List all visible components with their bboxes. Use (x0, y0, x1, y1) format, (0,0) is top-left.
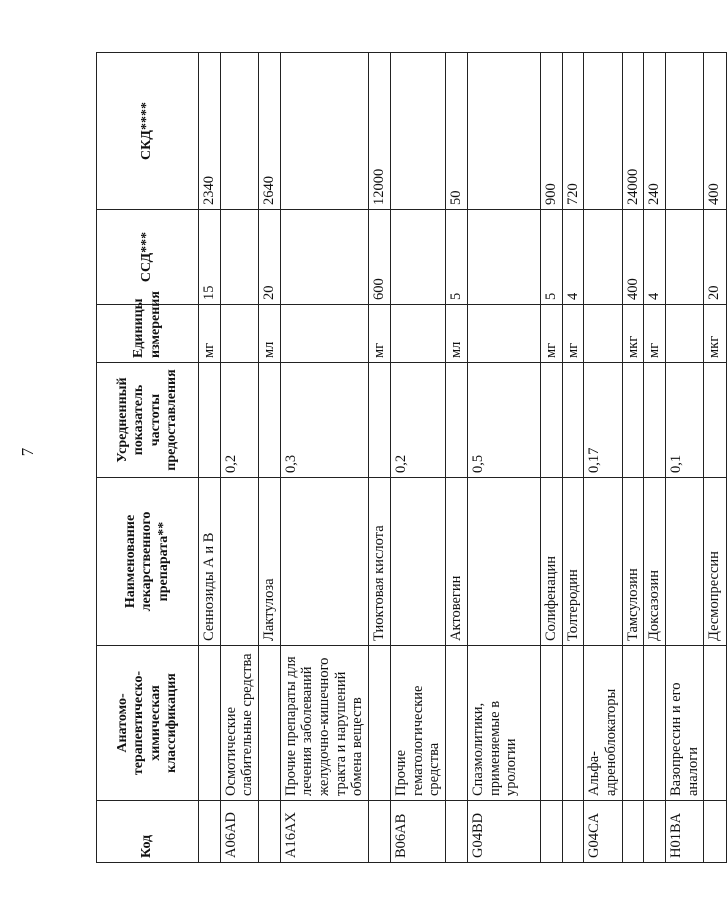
cell-skd (220, 53, 258, 210)
cell-drug (666, 478, 704, 646)
table-row (369, 53, 391, 863)
cell-frequency: 0,17 (584, 363, 622, 478)
header-unit: Единицы измерения (97, 305, 199, 363)
cell-ssd: 15 (199, 210, 221, 305)
cell-unit (391, 305, 446, 363)
cell-atc (622, 646, 644, 801)
table-row (391, 53, 446, 863)
cell-unit (584, 305, 622, 363)
cell-frequency (622, 363, 644, 478)
cell-drug: Лактулоза (259, 478, 281, 646)
cell-unit: мг (644, 305, 666, 363)
cell-code: A16AX (280, 801, 368, 863)
cell-skd: 720 (562, 53, 584, 210)
cell-frequency (199, 363, 221, 478)
cell-code: A06AD (220, 801, 258, 863)
cell-skd (280, 53, 368, 210)
cell-ssd (584, 210, 622, 305)
cell-skd (666, 53, 704, 210)
cell-skd (468, 53, 541, 210)
cell-unit (220, 305, 258, 363)
cell-frequency: 0,2 (220, 363, 258, 478)
cell-unit: мг (199, 305, 221, 363)
cell-ssd: 4 (562, 210, 584, 305)
cell-skd: 50 (446, 53, 468, 210)
cell-frequency: 0,2 (391, 363, 446, 478)
cell-code (562, 801, 584, 863)
cell-frequency (259, 363, 281, 478)
cell-unit: мл (446, 305, 468, 363)
cell-unit: мл (259, 305, 281, 363)
cell-drug: Актовегин (446, 478, 468, 646)
table-row (666, 53, 704, 863)
cell-code (644, 801, 666, 863)
cell-atc (259, 646, 281, 801)
header-skd: СКД**** (97, 53, 199, 210)
table-row (446, 53, 468, 863)
cell-ssd: 20 (704, 210, 727, 305)
page-number: 7 (18, 447, 37, 457)
cell-atc: Прочие препараты для лечения заболеваний желудочно-кишечного тракта и нарушений обмена веществ (280, 646, 368, 801)
cell-ssd: 20 (259, 210, 281, 305)
cell-atc (541, 646, 563, 801)
cell-ssd (220, 210, 258, 305)
cell-drug: Толтеродин (562, 478, 584, 646)
cell-unit (280, 305, 368, 363)
cell-frequency: 0,1 (666, 363, 704, 478)
cell-skd: 240 (644, 53, 666, 210)
cell-atc (644, 646, 666, 801)
cell-code (541, 801, 563, 863)
table-row (259, 53, 281, 863)
cell-frequency (562, 363, 584, 478)
cell-skd: 24000 (622, 53, 644, 210)
table-row (622, 53, 644, 863)
cell-ssd: 5 (541, 210, 563, 305)
cell-ssd: 400 (622, 210, 644, 305)
cell-ssd (468, 210, 541, 305)
cell-unit: мг (541, 305, 563, 363)
cell-drug: Десмопрессин (704, 478, 727, 646)
cell-ssd: 4 (644, 210, 666, 305)
table-row (644, 53, 666, 863)
cell-skd (584, 53, 622, 210)
cell-frequency (446, 363, 468, 478)
header-ssd: ССД*** (97, 210, 199, 305)
cell-frequency: 0,3 (280, 363, 368, 478)
cell-atc: Спазмолитики, применяемые в урологии (468, 646, 541, 801)
cell-skd: 12000 (369, 53, 391, 210)
cell-atc: Альфа-адреноблокаторы (584, 646, 622, 801)
cell-atc (562, 646, 584, 801)
cell-atc (199, 646, 221, 801)
table-row (584, 53, 622, 863)
cell-unit (468, 305, 541, 363)
cell-atc (446, 646, 468, 801)
cell-atc (369, 646, 391, 801)
cell-code (704, 801, 727, 863)
cell-skd: 400 (704, 53, 727, 210)
cell-code (369, 801, 391, 863)
cell-ssd (666, 210, 704, 305)
table-row (468, 53, 541, 863)
cell-atc: Осмотические слабительные средства (220, 646, 258, 801)
cell-ssd (280, 210, 368, 305)
cell-code: H01BA (666, 801, 704, 863)
cell-unit: мг (562, 305, 584, 363)
table-row (562, 53, 584, 863)
cell-drug (220, 478, 258, 646)
cell-ssd: 5 (446, 210, 468, 305)
cell-unit (666, 305, 704, 363)
cell-atc: Вазопрессин и его аналоги (666, 646, 704, 801)
cell-skd: 2340 (199, 53, 221, 210)
cell-unit: мкг (622, 305, 644, 363)
cell-frequency (369, 363, 391, 478)
cell-drug: Тиоктовая кислота (369, 478, 391, 646)
cell-drug: Солифенацин (541, 478, 563, 646)
table-row (220, 53, 258, 863)
cell-drug: Доксазозин (644, 478, 666, 646)
cell-drug: Тамсулозин (622, 478, 644, 646)
table-row (280, 53, 368, 863)
cell-code (622, 801, 644, 863)
cell-code (199, 801, 221, 863)
header-code: Код (97, 801, 199, 863)
cell-frequency: 0,5 (468, 363, 541, 478)
cell-frequency (704, 363, 727, 478)
cell-atc: Прочие гематологические средства (391, 646, 446, 801)
cell-unit: мг (369, 305, 391, 363)
cell-drug: Сеннозиды А и В (199, 478, 221, 646)
cell-code (259, 801, 281, 863)
cell-drug (280, 478, 368, 646)
cell-skd: 2640 (259, 53, 281, 210)
cell-skd (391, 53, 446, 210)
header-drug: Наименование лекарственного препарата** (97, 478, 199, 646)
cell-skd: 900 (541, 53, 563, 210)
cell-code: B06AB (391, 801, 446, 863)
table-row (704, 53, 727, 863)
cell-drug (391, 478, 446, 646)
cell-code: G04CA (584, 801, 622, 863)
cell-ssd (391, 210, 446, 305)
cell-drug (584, 478, 622, 646)
header-atc: Анатомо-терапевтическо-химическая классификация (97, 646, 199, 801)
cell-code (446, 801, 468, 863)
table-header-row (97, 53, 199, 863)
cell-frequency (644, 363, 666, 478)
table-row (199, 53, 221, 863)
header-frequency: Усредненный показатель частоты предоставления (97, 363, 199, 478)
drug-table (96, 52, 727, 863)
cell-unit: мкг (704, 305, 727, 363)
table-row (541, 53, 563, 863)
cell-frequency (541, 363, 563, 478)
cell-code: G04BD (468, 801, 541, 863)
rotated-table-container (96, 53, 723, 863)
cell-ssd: 600 (369, 210, 391, 305)
cell-drug (468, 478, 541, 646)
cell-atc (704, 646, 727, 801)
